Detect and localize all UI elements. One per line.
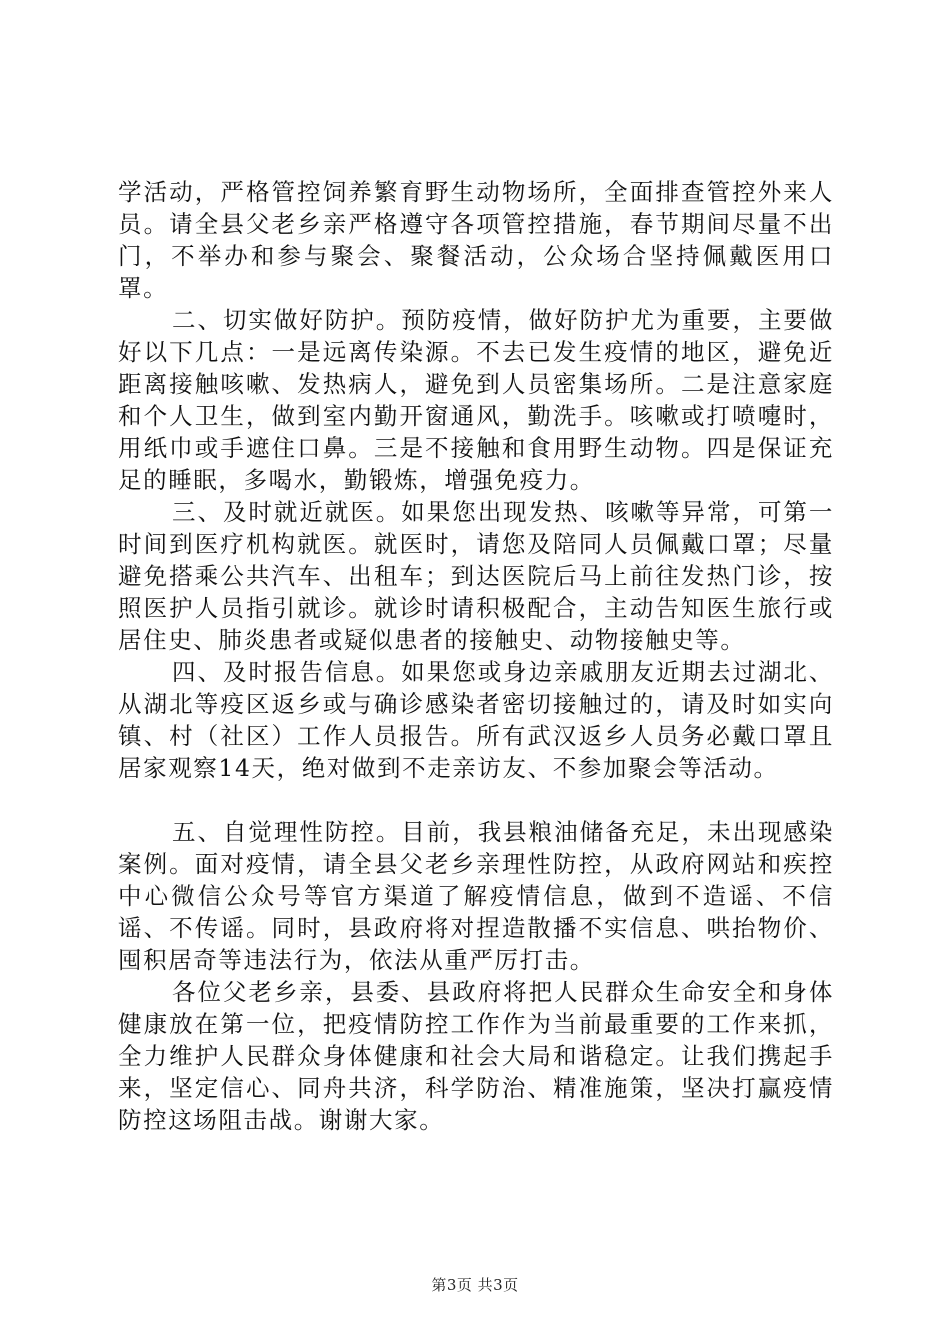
paragraph-protection: 二、切实做好防护。预防疫情，做好防护尤为重要，主要做好以下几点：一是远离传染源。不去已发生疫情的地区，避免近距离接触咳嗽、发热病人，避免到人员密集场所。二是注意家庭和个人卫生，做到室内勤开窗通风，勤洗手。咳嗽或打喷嚏时，用纸巾或手遮住口鼻。三是不接触和食用野生动物。四是保证充足的睡眠，多喝水，勤锻炼，增强免疫力。 xyxy=(118,306,834,494)
paragraph-closing: 各位父老乡亲，县委、县政府将把人民群众生命安全和身体健康放在第一位，把疫情防控工作作为当前最重要的工作来抓，全力维护人民群众身体健康和社会大局和谐稳定。让我们携起手来，坚定信心、同舟共济，科学防治、精准施策，坚决打赢疫情防控这场阻击战。谢谢大家。 xyxy=(118,978,834,1134)
paragraph-report: 四、及时报告信息。如果您或身边亲戚朋友近期去过湖北、从湖北等疫区返乡或与确诊感染者密切接触过的，请及时如实向镇、村（社区）工作人员报告。所有武汉返乡人员务必戴口罩且居家观察14天，绝对做到不走亲访友、不参加聚会等活动。 xyxy=(118,658,834,782)
page-number-footer: 第3页 共3页 xyxy=(431,1276,519,1294)
paragraph-rational-control: 五、自觉理性防控。目前，我县粮油储备充足，未出现感染案例。面对疫情，请全县父老乡亲理性防控，从政府网站和疾控中心微信公众号等官方渠道了解疫情信息，做到不造谣、不信谣、不传谣。同时，县政府将对捏造散播不实信息、哄抬物价、囤积居奇等违法行为，依法从重严厉打击。 xyxy=(118,818,834,974)
paragraph-medical: 三、及时就近就医。如果您出现发热、咳嗽等异常，可第一时间到医疗机构就医。就医时，请您及陪同人员佩戴口罩；尽量避免搭乘公共汽车、出租车；到达医院后马上前往发热门诊，按照医护人员指引就诊。就诊时请积极配合，主动告知医生旅行或居住史、肺炎患者或疑似患者的接触史、动物接触史等。 xyxy=(118,498,834,654)
document-body xyxy=(118,176,834,1136)
paragraph-continuation: 学活动，严格管控饲养繁育野生动物场所，全面排查管控外来人员。请全县父老乡亲严格遵守各项管控措施，春节期间尽量不出门，不举办和参与聚会、聚餐活动，公众场合坚持佩戴医用口罩。 xyxy=(118,178,834,302)
